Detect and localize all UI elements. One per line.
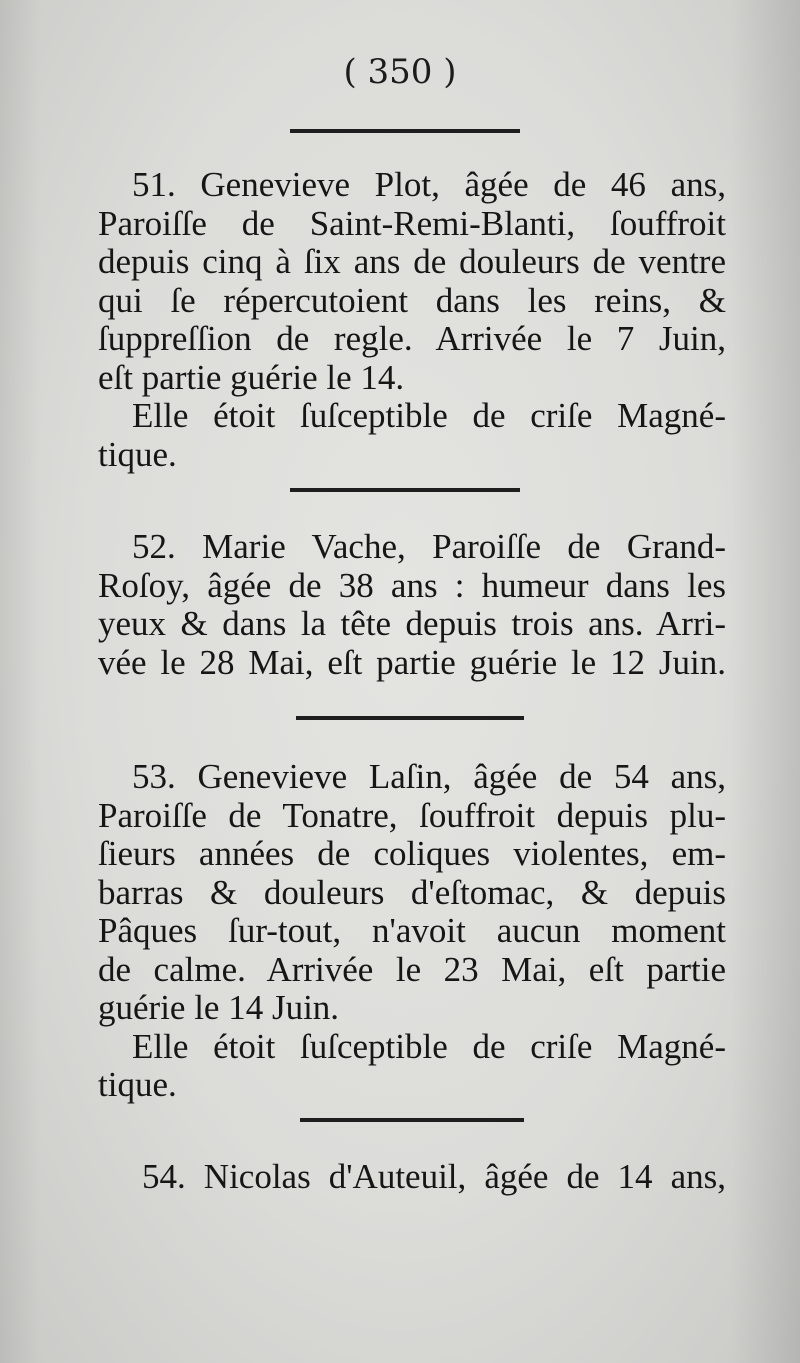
text-line: Pâques ſur-tout, n'avoit aucun moment (98, 911, 726, 950)
separator-rule (296, 716, 524, 720)
text-line: yeux & dans la tête depuis trois ans. Arri- (98, 604, 726, 643)
text-line: tique. (98, 434, 177, 474)
text-line: 54. Nicolas d'Auteuil, âgée de 14 ans, (142, 1157, 726, 1196)
text-line: depuis cinq à ſix ans de douleurs de ventre (98, 242, 726, 281)
text-line: Paroiſſe de Tonatre, ſouffroit depuis plu- (98, 795, 726, 835)
text-line: Elle étoit ſuſceptible de criſe Magné- (132, 1026, 726, 1066)
separator-rule (300, 1118, 524, 1122)
text-line: 51. Genevieve Plot, âgée de 46 ans, (132, 165, 726, 204)
text-line: Paroiſſe de Saint-Remi-Blanti, ſouffroit (98, 203, 726, 243)
page-shadow-right (730, 0, 800, 1363)
separator-rule (290, 488, 520, 492)
page-shadow-left (0, 0, 40, 1363)
entry-54 (142, 1158, 726, 1197)
entry-51 (98, 166, 726, 474)
text-line: ſieurs années de coliques violentes, em- (98, 834, 726, 873)
text-line: ſuppreſſion de regle. Arrivée le 7 Juin, (98, 319, 726, 358)
text-line: Elle étoit ſuſceptible de criſe Magné- (132, 396, 726, 435)
text-line: 53. Genevieve Laſin, âgée de 54 ans, (132, 757, 726, 796)
text-line: tique. (98, 1065, 177, 1104)
entry-53 (98, 758, 726, 1105)
text-line: eſt partie guérie le 14. (98, 357, 405, 397)
text-line: de calme. Arrivée le 23 Mai, eſt partie (98, 949, 726, 989)
text-line: Roſoy, âgée de 38 ans : humeur dans les (98, 565, 726, 605)
entry-52 (98, 528, 726, 682)
page-number: ( 350 ) (343, 52, 457, 92)
text-line: vée le 28 Mai, eſt partie guérie le 12 Juin. (98, 642, 726, 682)
text-line: qui ſe répercutoient dans les reins, & (98, 280, 726, 320)
separator-rule (290, 129, 520, 133)
text-line: barras & douleurs d'eſtomac, & depuis (98, 872, 726, 912)
text-line: guérie le 14 Juin. (98, 988, 340, 1027)
text-line: 52. Marie Vache, Paroiſſe de Grand- (132, 527, 726, 566)
